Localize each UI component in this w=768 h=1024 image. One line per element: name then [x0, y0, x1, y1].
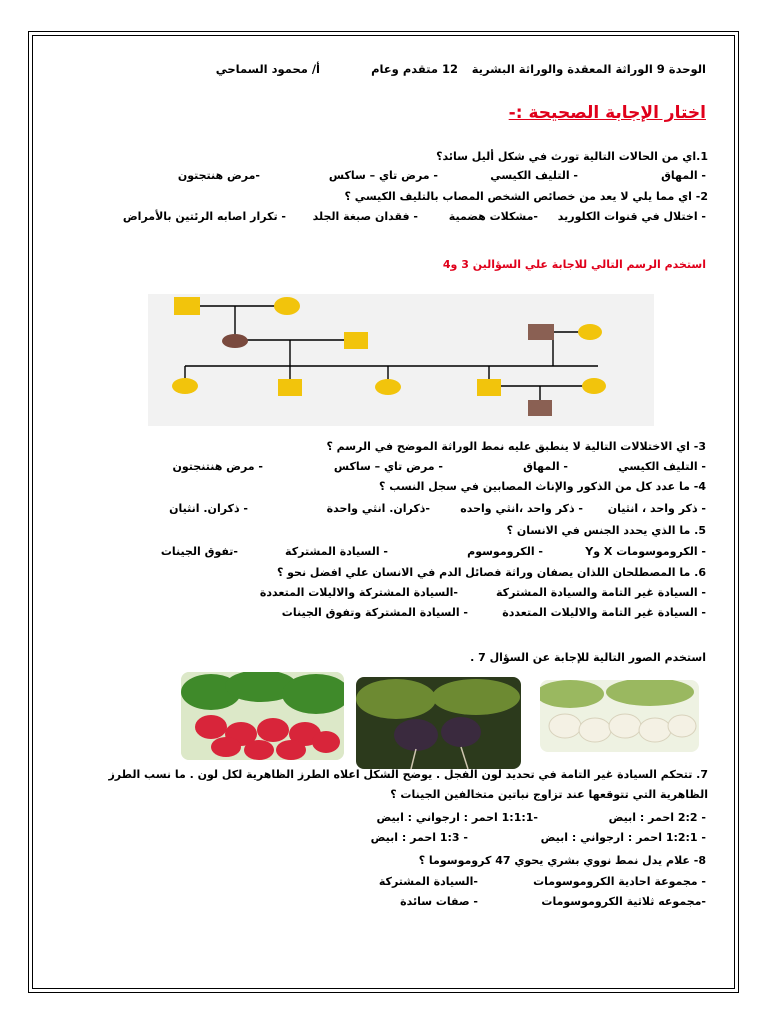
- q3-option-a: - التليف الكيسي: [618, 460, 706, 473]
- q6-option-b: -السيادة المشتركة والاليلات المتعددة: [259, 586, 458, 599]
- q2-option-a: - اختلال في قنوات الكلوريد: [557, 210, 706, 223]
- header-unit: الوحدة 9 الوراثة المعقدة والوراثة البشرية: [471, 62, 706, 76]
- pedigree-male-unaffected: [174, 297, 200, 315]
- q6-option-a: - السيادة غير التامة والسيادة المشتركة: [496, 586, 706, 599]
- q7-option-d: - 1:3 احمر : ابيض: [370, 831, 468, 844]
- white-radish-photo: [540, 680, 699, 752]
- q6-option-c: - السيادة غير التامة والاليلات المتعددة: [502, 606, 706, 619]
- pedigree-male-unaffected: [477, 379, 501, 396]
- q2-option-c: - فقدان صبغة الجلد: [312, 210, 418, 223]
- pedigree-female-unaffected: [375, 379, 401, 395]
- pedigree-male-affected: [528, 324, 554, 340]
- pedigree-instruction: استخدم الرسم التالي للاجابة علي السؤالين 3 و4: [442, 258, 706, 271]
- q5-question: 5. ما الذي يحدد الجنس في الانسان ؟: [506, 524, 706, 537]
- q8-option-d: - صفات سائدة: [400, 895, 478, 908]
- pedigree-male-unaffected: [344, 332, 368, 349]
- q2-option-b: -مشكلات هضمية: [448, 210, 538, 223]
- header-grade: 12 متقدم وعام: [371, 62, 458, 76]
- pedigree-female-unaffected: [172, 378, 198, 394]
- pedigree-male-affected: [528, 400, 552, 416]
- q1-option-b: - التليف الكيسي: [490, 169, 578, 182]
- q1-question: 1.اي من الحالات التالية تورث في شكل أليل سائد؟: [436, 150, 708, 163]
- pedigree-female-unaffected: [582, 378, 606, 394]
- q1-option-c: - مرض تاي – ساكس: [328, 169, 438, 182]
- q3-option-c: - مرض تاي – ساكس: [333, 460, 443, 473]
- pedigree-chart: [148, 294, 654, 426]
- images-instruction: استخدم الصور التالية للإجابة عن السؤال 7 .: [470, 651, 706, 664]
- q4-option-c: -ذكران. انثي واحدة: [326, 502, 430, 515]
- q7-question-line2: الظاهرية التي تتوقعها عند تزاوج نباتين متخالفين الجينات ؟: [390, 788, 708, 801]
- q7-option-b: -1:1:1 احمر : ارجواني : ابيض: [376, 811, 538, 824]
- q7-option-a: - 2:2 احمر : ابيض: [608, 811, 706, 824]
- q4-option-a: - ذكر واحد ، انثيان: [607, 502, 706, 515]
- q6-question: 6. ما المصطلحان اللذان يصفان وراثة فصائل الدم في الانسان علي افضل نحو ؟: [276, 566, 706, 579]
- q8-option-a: - مجموعة احادية الكروموسومات: [533, 875, 706, 888]
- q2-question: 2- اي مما يلي لا يعد من خصائص الشخص المصاب بالتليف الكيسي ؟: [344, 190, 708, 203]
- q3-question: 3- اي الاختلالات التالية لا ينطبق عليه نمط الوراثة الموضح في الرسم ؟: [326, 440, 706, 453]
- pedigree-male-unaffected: [278, 379, 302, 396]
- pedigree-female-unaffected: [578, 324, 602, 340]
- q5-option-d: -تفوق الجينات: [160, 545, 238, 558]
- q5-option-a: - الكروموسومات X وY: [585, 545, 706, 558]
- q7-option-c: - 1:2:1 احمر : ارجواني : ابيض: [540, 831, 706, 844]
- q4-question: 4- ما عدد كل من الذكور والإناث المصابين في سجل النسب ؟: [379, 480, 706, 493]
- q4-option-d: - ذكران. انثيان: [169, 502, 248, 515]
- q8-option-c: -مجموعه ثلاثية الكروموسومات: [541, 895, 706, 908]
- q2-option-d: - تكرار اصابه الرئتين بالأمراض: [122, 210, 286, 223]
- q6-option-d: - السيادة المشتركة وتفوق الجينات: [281, 606, 468, 619]
- pedigree-female-affected: [222, 334, 248, 348]
- header-teacher: أ/ محمود السماحي: [215, 62, 320, 76]
- red-radish-photo: [181, 672, 344, 760]
- q1-option-a: - المهاق: [661, 169, 706, 182]
- q3-option-b: - المهاق: [523, 460, 568, 473]
- purple-radish-photo: [356, 677, 521, 769]
- q7-question-line1: 7. تتحكم السيادة غير التامة في تحديد لون الفجل . يوضح الشكل اعلاه الطرز الظاهرية لكل لون . ما نسب الطرز: [108, 768, 708, 781]
- q3-option-d: - مرض هنتنجتون: [172, 460, 263, 473]
- q8-option-b: -السيادة المشتركة: [378, 875, 478, 888]
- page-title: اختار الإجابة الصحيحة :-: [508, 103, 706, 123]
- q4-option-b: - ذكر واحد ،انثي واحده: [460, 502, 583, 515]
- q8-question: 8- علام يدل نمط نووي بشري يحوي 47 كروموسوما ؟: [418, 854, 706, 867]
- q5-option-c: - السيادة المشتركة: [285, 545, 388, 558]
- q1-option-d: -مرض هنتجتون: [177, 169, 260, 182]
- q5-option-b: - الكروموسوم: [467, 545, 543, 558]
- pedigree-female-unaffected: [274, 297, 300, 315]
